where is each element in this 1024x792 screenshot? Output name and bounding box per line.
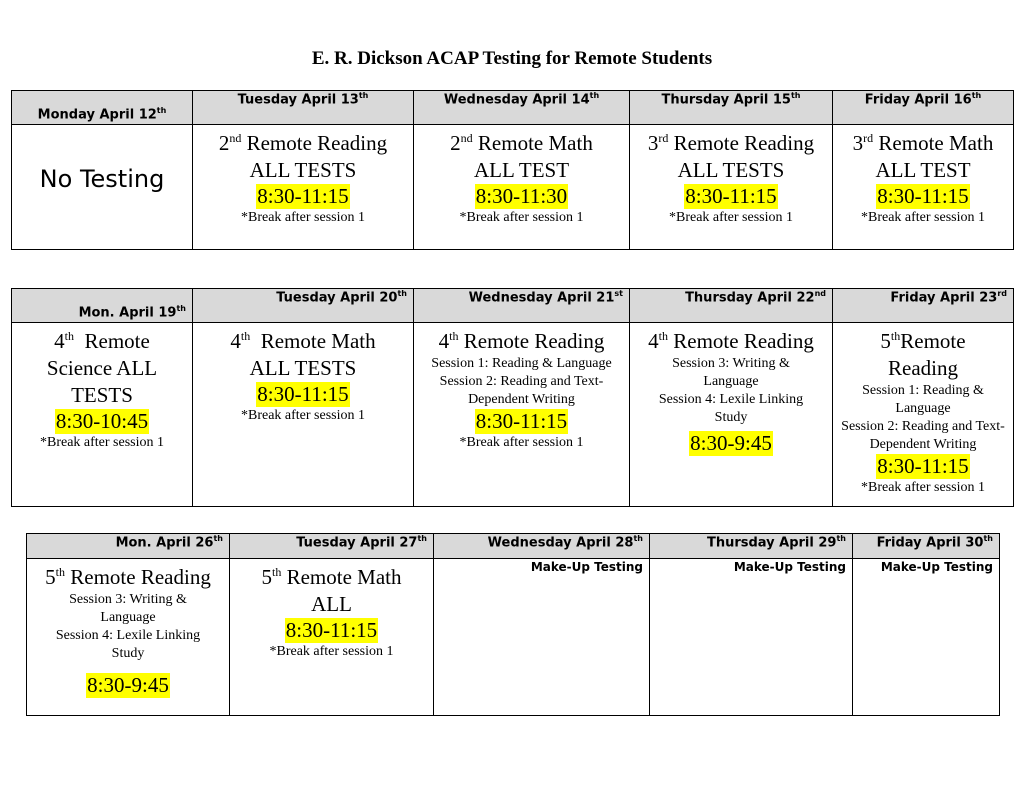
time-highlight: 8:30-11:15 [285,618,378,642]
time-highlight: 8:30-11:15 [257,382,349,406]
day-header: Mon. April 26th [27,534,230,559]
day-header: Tuesday April 13th [193,91,414,125]
day-header: Monday April 12th [12,91,193,125]
header-row [12,91,1014,125]
week-2-table [11,288,1014,507]
schedule-cell: 3rd Remote Reading ALL TESTS 8:30-11:15 *Break after session 1 [630,125,833,250]
schedule-cell: 5th Remote Math ALL 8:30-11:15 *Break after session 1 [230,559,434,716]
time-highlight: 8:30-11:15 [257,184,349,208]
day-header: Wednesday April 28th [434,534,650,559]
time-highlight: 8:30-11:15 [685,184,777,208]
schedule-row [12,125,1014,250]
makeup-label: Make-Up Testing [733,560,846,574]
time-highlight: 8:30-11:15 [475,409,568,433]
header-row [12,289,1014,323]
schedule-row [12,323,1014,507]
schedule-row [27,559,1000,716]
day-header: Friday April 23rd [833,289,1014,323]
makeup-label: Make-Up Testing [880,560,993,574]
schedule-cell [434,559,650,716]
day-header: Friday April 16th [833,91,1014,125]
time-highlight: 8:30-11:15 [877,184,969,208]
schedule-cell: 5thRemote Reading Session 1: Reading & Language Session 2: Reading and Text-Dependent Writing 8:30-11:15 *Break after session 1 [833,323,1014,507]
schedule-cell: 5th Remote Reading Session 3: Writing & Language Session 4: Lexile Linking Study 8:30-9:45 [27,559,230,716]
schedule-cell: 2nd Remote Reading ALL TESTS 8:30-11:15 *Break after session 1 [193,125,414,250]
week-1-table [11,90,1014,250]
page-title: E. R. Dickson ACAP Testing for Remote Students [311,48,713,69]
schedule-cell: 4th Remote Reading Session 3: Writing & Language Session 4: Lexile Linking Study 8:30-9:45 [630,323,833,507]
time-highlight: 8:30-9:45 [690,431,772,455]
day-header: Thursday April 29th [650,534,853,559]
day-header: Friday April 30th [853,534,1000,559]
schedule-cell [12,125,193,250]
day-header: Wednesday April 14th [414,91,630,125]
schedule-cell: 4th Remote Math ALL TESTS 8:30-11:15 *Break after session 1 [193,323,414,507]
day-header: Tuesday April 20th [193,289,414,323]
schedule-cell [650,559,853,716]
header-row [27,534,1000,559]
schedule-cell: 2nd Remote Math ALL TEST 8:30-11:30 *Break after session 1 [414,125,630,250]
time-highlight: 8:30-11:15 [877,454,969,478]
schedule-cell [853,559,1000,716]
time-highlight: 8:30-11:30 [475,184,568,208]
no-testing-label: No Testing [39,165,165,193]
schedule-cell: 3rd Remote Math ALL TEST 8:30-11:15 *Break after session 1 [833,125,1014,250]
day-header: Thursday April 22nd [630,289,833,323]
time-highlight: 8:30-10:45 [55,409,149,433]
schedule-cell: 4th Remote Science ALL TESTS 8:30-10:45 *Break after session 1 [12,323,193,507]
day-header: Mon. April 19th [12,289,193,323]
day-header: Thursday April 15th [630,91,833,125]
day-header: Wednesday April 21st [414,289,630,323]
day-header: Tuesday April 27th [230,534,434,559]
week-3-table [26,533,1000,716]
makeup-label: Make-Up Testing [530,560,643,574]
schedule-cell: 4th Remote Reading Session 1: Reading & Language Session 2: Reading and Text-Dependent Writing 8:30-11:15 *Break after session 1 [414,323,630,507]
time-highlight: 8:30-9:45 [87,673,169,697]
